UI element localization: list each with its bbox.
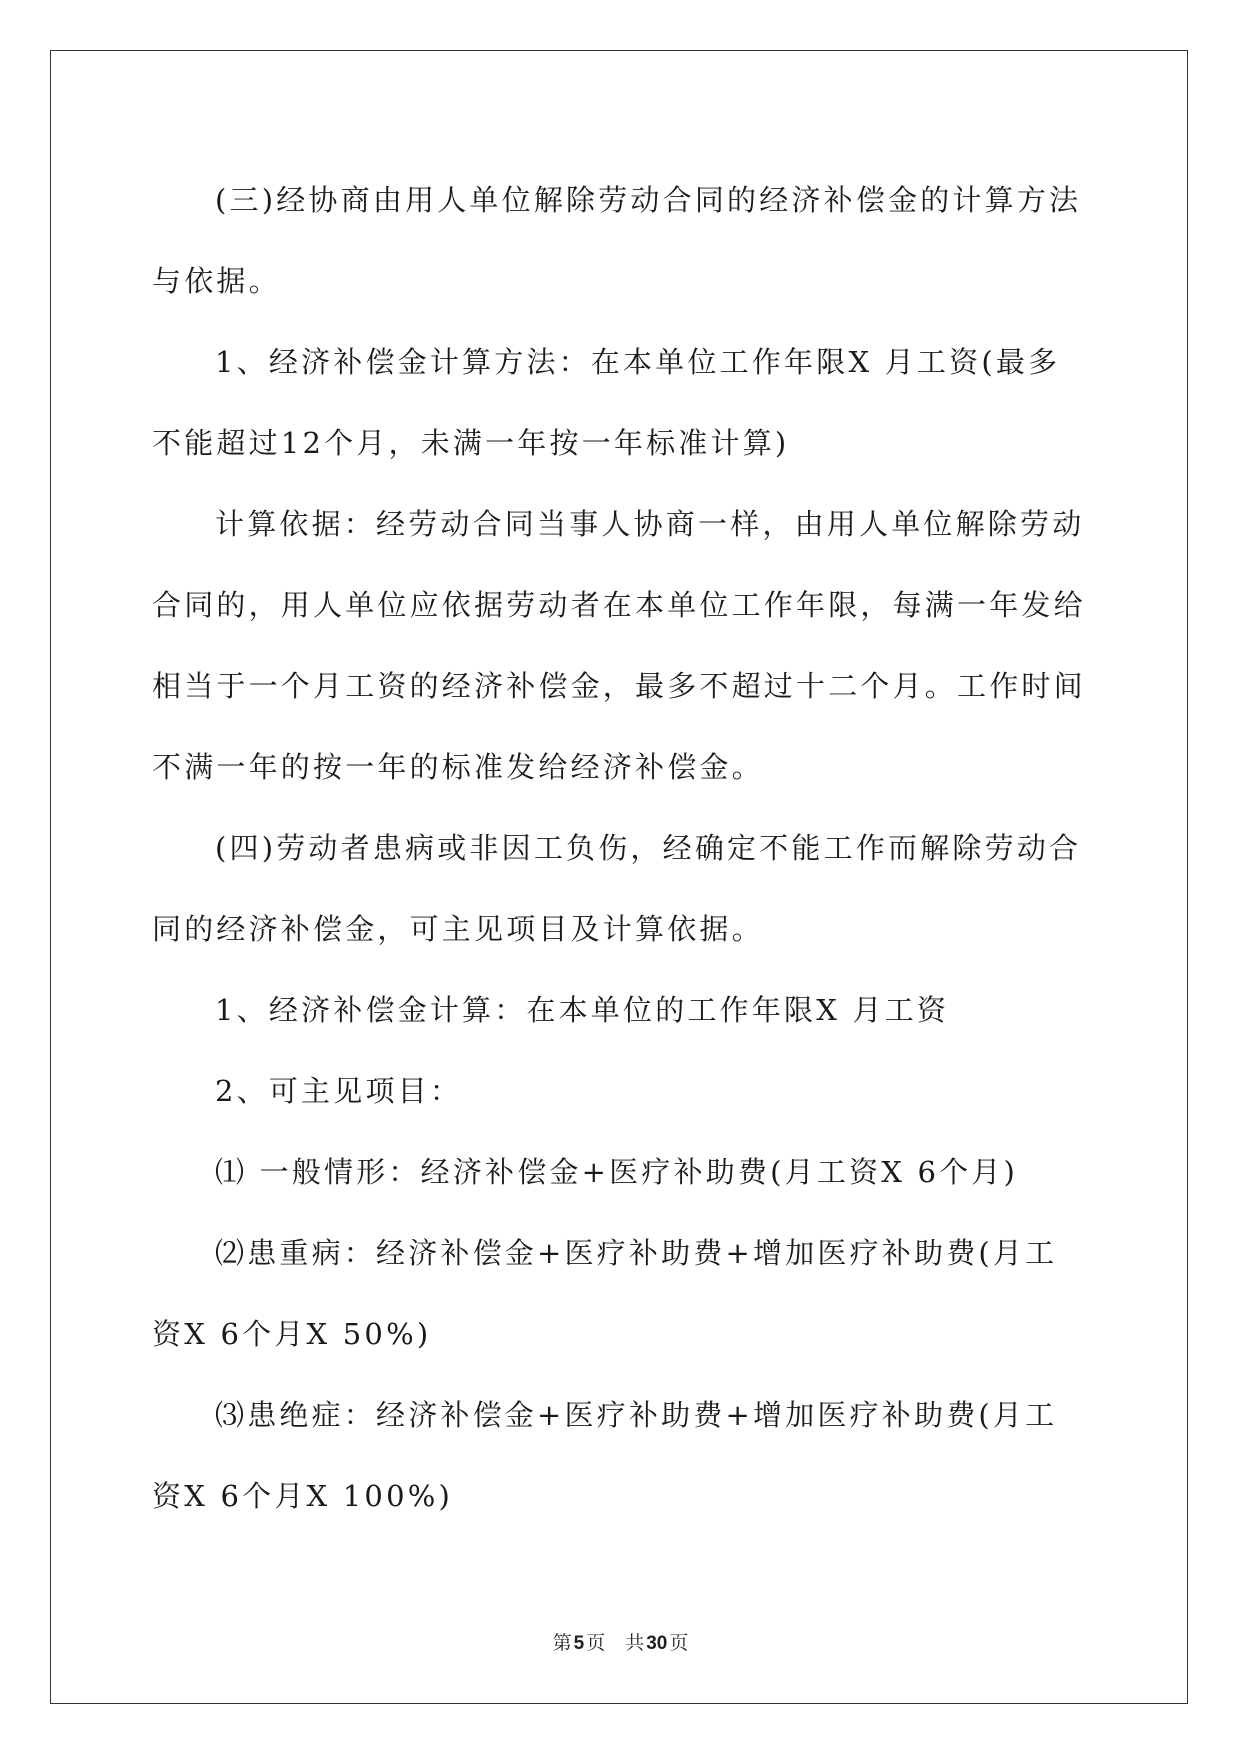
paragraph-general-case: ⑴ 一般情形：经济补偿金+医疗补助费(月工资X 6个月) xyxy=(215,1155,1019,1189)
page-prefix: 第 xyxy=(552,1632,572,1654)
paragraph-calc-method: 1、经济补偿金计算方法：在本单位工作年限X 月工资(最多不能超过12个月，未满一年按一年标准计算) xyxy=(152,345,1061,460)
page-suffix: 页 xyxy=(586,1632,606,1654)
page-footer xyxy=(0,1628,1241,1655)
paragraph-claim-items: 2、可主见项目： xyxy=(215,1074,463,1108)
document-body xyxy=(152,160,1088,1537)
paragraph-terminal-illness: ⑶患绝症：经济补偿金+医疗补助费+增加医疗补助费(月工资X 6个月X 100%) xyxy=(152,1398,1058,1513)
page-total: 30 xyxy=(646,1633,668,1654)
paragraph-calc-basis: 计算依据：经劳动合同当事人协商一样，由用人单位解除劳动合同的，用人单位应依据劳动者在本单位工作年限，每满一年发给相当于一个月工资的经济补偿金，最多不超过十二个月。工作时间不满一年的按一年的标准发给经济补偿金。 xyxy=(152,507,1086,784)
total-prefix: 共 xyxy=(625,1632,645,1654)
total-suffix: 页 xyxy=(669,1632,689,1654)
paragraph-section-3-heading: (三)经协商由用人单位解除劳动合同的经济补偿金的计算方法与依据。 xyxy=(152,183,1082,298)
paragraph-calc-formula: 1、经济补偿金计算：在本单位的工作年限X 月工资 xyxy=(215,993,950,1027)
paragraph-serious-illness: ⑵患重病：经济补偿金+医疗补助费+增加医疗补助费(月工资X 6个月X 50%) xyxy=(152,1236,1058,1351)
page-current: 5 xyxy=(573,1633,585,1654)
paragraph-section-4-heading: (四)劳动者患病或非因工负伤，经确定不能工作而解除劳动合同的经济补偿金，可主见项目及计算依据。 xyxy=(152,831,1082,946)
